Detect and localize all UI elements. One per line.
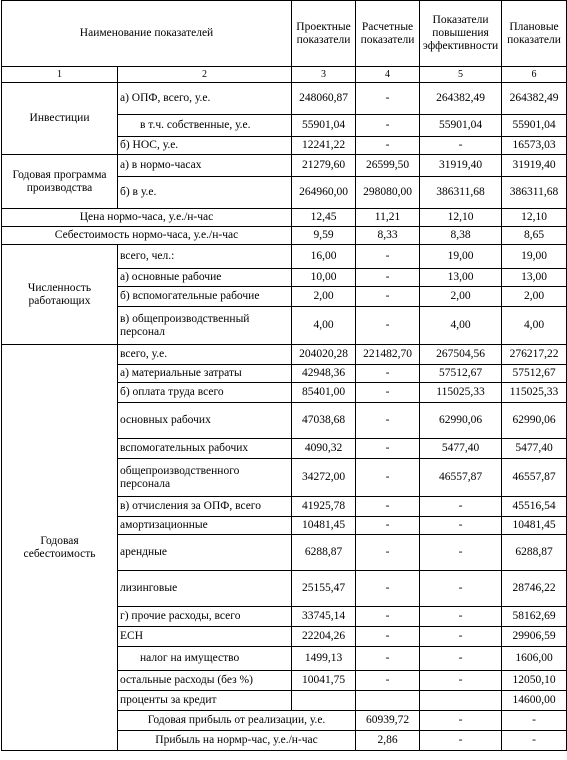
cell-efficiency: 19,00 [420, 245, 502, 269]
header-row [2, 1, 567, 67]
cell-project: 204020,28 [292, 345, 356, 365]
cell-calculated: - [356, 137, 420, 155]
cell-efficiency: 267504,56 [420, 345, 502, 365]
cell-project: 60939,72 [356, 711, 420, 731]
cell-calculated: - [356, 383, 420, 403]
cell-project: 22204,26 [292, 627, 356, 647]
row-label: остальные расходы (без %) [118, 671, 292, 691]
cell-efficiency: 13,00 [420, 269, 502, 287]
row-label: в) общепроизводственный персонал [118, 307, 292, 345]
section-investments: Инвестиции [2, 83, 118, 155]
cell-project: 12,45 [292, 209, 356, 227]
header-planned: Плановые показатели [502, 1, 567, 67]
row-label: а) основные рабочие [118, 269, 292, 287]
cell-planned: 13,00 [502, 269, 567, 287]
cell-calculated: - [356, 647, 420, 671]
cell-calculated: - [356, 83, 420, 115]
cell-efficiency: - [420, 647, 502, 671]
cell-efficiency: 57512,67 [420, 365, 502, 383]
cell-planned: 55901,04 [502, 115, 567, 137]
cell-efficiency: - [502, 711, 567, 731]
cell-planned: 12,10 [502, 209, 567, 227]
cell-planned: 115025,33 [502, 383, 567, 403]
cell-planned: 12050,10 [502, 671, 567, 691]
section-cost: Годовая себестоимость [2, 345, 118, 751]
cell-efficiency: - [502, 731, 567, 751]
cell-efficiency: - [420, 517, 502, 535]
cell-calculated: - [356, 671, 420, 691]
cell-project: 85401,00 [292, 383, 356, 403]
cell-calculated [356, 691, 420, 711]
cell-planned: 10481,45 [502, 517, 567, 535]
index-cell: 2 [118, 67, 292, 83]
table-row [2, 83, 567, 115]
index-cell: 1 [2, 67, 118, 83]
cell-calculated: - [356, 571, 420, 607]
section-price: Цена нормо-часа, у.е./н-час [2, 209, 292, 227]
row-label: амортизационные [118, 517, 292, 535]
header-name: Наименование показателей [2, 1, 292, 67]
row-label: б) оплата труда всего [118, 383, 292, 403]
cell-calculated: - [420, 711, 502, 731]
index-cell: 4 [356, 67, 420, 83]
cell-efficiency: 386311,68 [420, 177, 502, 209]
cell-planned: 386311,68 [502, 177, 567, 209]
cell-calculated: - [356, 307, 420, 345]
header-calculated: Расчетные показатели [356, 1, 420, 67]
cell-planned: 8,65 [502, 227, 567, 245]
cell-calculated: - [420, 731, 502, 751]
row-label: проценты за кредит [118, 691, 292, 711]
cell-calculated: - [356, 439, 420, 459]
cell-planned: 19,00 [502, 245, 567, 269]
table-row [2, 227, 567, 245]
cell-efficiency: 2,00 [420, 287, 502, 307]
table-row [2, 155, 567, 177]
cell-calculated: - [356, 459, 420, 497]
header-efficiency: Показатели повышения эффективности [420, 1, 502, 67]
index-cell: 3 [292, 67, 356, 83]
index-cell: 6 [502, 67, 567, 83]
cell-project: 25155,47 [292, 571, 356, 607]
cell-planned: 28746,22 [502, 571, 567, 607]
cell-calculated: - [356, 245, 420, 269]
cell-project: 16,00 [292, 245, 356, 269]
row-label: налог на имущество [118, 647, 292, 671]
cell-calculated: - [356, 627, 420, 647]
cell-planned: 16573,03 [502, 137, 567, 155]
cell-planned: 6288,87 [502, 535, 567, 571]
row-label: в т.ч. собственные, у.е. [118, 115, 292, 137]
cell-efficiency: 264382,49 [420, 83, 502, 115]
cell-planned: 276217,22 [502, 345, 567, 365]
row-label: а) ОПФ, всего, у.е. [118, 83, 292, 115]
cell-efficiency: 4,00 [420, 307, 502, 345]
cell-calculated: - [356, 365, 420, 383]
cell-project: 9,59 [292, 227, 356, 245]
cell-project: 1499,13 [292, 647, 356, 671]
cell-efficiency: 12,10 [420, 209, 502, 227]
cell-planned: 5477,40 [502, 439, 567, 459]
row-label: ЕСН [118, 627, 292, 647]
section-cost-hour: Себестоимость нормо-часа, у.е./н-час [2, 227, 292, 245]
row-label: б) в у.е. [118, 177, 292, 209]
row-label: вспомогательных рабочих [118, 439, 292, 459]
cell-project: 33745,14 [292, 607, 356, 627]
section-program: Годовая программа производства [2, 155, 118, 209]
cell-calculated: - [356, 269, 420, 287]
cell-project: 2,86 [356, 731, 420, 751]
cell-efficiency: - [420, 497, 502, 517]
cell-calculated: 221482,70 [356, 345, 420, 365]
cell-planned: 14600,00 [502, 691, 567, 711]
row-label: а) материальные затраты [118, 365, 292, 383]
table-row [2, 209, 567, 227]
cell-calculated: 11,21 [356, 209, 420, 227]
table-row [2, 345, 567, 365]
cell-efficiency: 46557,87 [420, 459, 502, 497]
cell-planned: 57512,67 [502, 365, 567, 383]
cell-efficiency: 8,38 [420, 227, 502, 245]
cell-project: 6288,87 [292, 535, 356, 571]
row-label: а) в нормо-часах [118, 155, 292, 177]
row-label: общепроизводственного персонала [118, 459, 292, 497]
cell-planned: 2,00 [502, 287, 567, 307]
section-staff: Численность работающих [2, 245, 118, 345]
cell-project: 10481,45 [292, 517, 356, 535]
cell-planned: 62990,06 [502, 403, 567, 439]
cell-planned: 4,00 [502, 307, 567, 345]
cell-project: 264960,00 [292, 177, 356, 209]
cell-project: 55901,04 [292, 115, 356, 137]
index-cell: 5 [420, 67, 502, 83]
cell-project: 2,00 [292, 287, 356, 307]
cell-efficiency: - [420, 535, 502, 571]
table-row [2, 245, 567, 269]
cell-planned: 31919,40 [502, 155, 567, 177]
header-project: Проектные показатели [292, 1, 356, 67]
row-label: всего, чел.: [118, 245, 292, 269]
cell-calculated: 298080,00 [356, 177, 420, 209]
cell-calculated: 8,33 [356, 227, 420, 245]
row-label: б) НОС, у.е. [118, 137, 292, 155]
cell-calculated: - [356, 607, 420, 627]
row-label: б) вспомогательные рабочие [118, 287, 292, 307]
row-label: арендные [118, 535, 292, 571]
row-label: в) отчисления за ОПФ, всего [118, 497, 292, 517]
cell-efficiency: 31919,40 [420, 155, 502, 177]
cell-project: 4,00 [292, 307, 356, 345]
row-label: г) прочие расходы, всего [118, 607, 292, 627]
cell-efficiency: - [420, 671, 502, 691]
cell-planned: 1606,00 [502, 647, 567, 671]
cell-efficiency: - [420, 571, 502, 607]
indicators-table [1, 0, 567, 751]
cell-project: 10,00 [292, 269, 356, 287]
row-label: основных рабочих [118, 403, 292, 439]
section-profit-hour: Прибыль на нормр-час, у.е./н-час [118, 731, 356, 751]
cell-project: 34272,00 [292, 459, 356, 497]
cell-efficiency [420, 691, 502, 711]
cell-project: 47038,68 [292, 403, 356, 439]
cell-calculated: - [356, 403, 420, 439]
cell-project: 42948,36 [292, 365, 356, 383]
cell-project: 4090,32 [292, 439, 356, 459]
index-row [2, 67, 567, 83]
cell-calculated: 26599,50 [356, 155, 420, 177]
cell-efficiency: - [420, 137, 502, 155]
section-profit: Годовая прибыль от реализации, у.е. [118, 711, 356, 731]
cell-efficiency: 5477,40 [420, 439, 502, 459]
cell-planned: 29906,59 [502, 627, 567, 647]
cell-efficiency: 62990,06 [420, 403, 502, 439]
cell-efficiency: 55901,04 [420, 115, 502, 137]
cell-efficiency: - [420, 627, 502, 647]
cell-project [292, 691, 356, 711]
cell-project: 12241,22 [292, 137, 356, 155]
cell-calculated: - [356, 287, 420, 307]
cell-calculated: - [356, 517, 420, 535]
cell-calculated: - [356, 535, 420, 571]
cell-planned: 46557,87 [502, 459, 567, 497]
cell-planned: 58162,69 [502, 607, 567, 627]
row-label: всего, у.е. [118, 345, 292, 365]
cell-project: 10041,75 [292, 671, 356, 691]
cell-calculated: - [356, 497, 420, 517]
cell-project: 248060,87 [292, 83, 356, 115]
cell-project: 41925,78 [292, 497, 356, 517]
cell-planned: 264382,49 [502, 83, 567, 115]
cell-calculated: - [356, 115, 420, 137]
cell-efficiency: - [420, 607, 502, 627]
cell-planned: 45516,54 [502, 497, 567, 517]
cell-efficiency: 115025,33 [420, 383, 502, 403]
row-label: лизинговые [118, 571, 292, 607]
cell-project: 21279,60 [292, 155, 356, 177]
